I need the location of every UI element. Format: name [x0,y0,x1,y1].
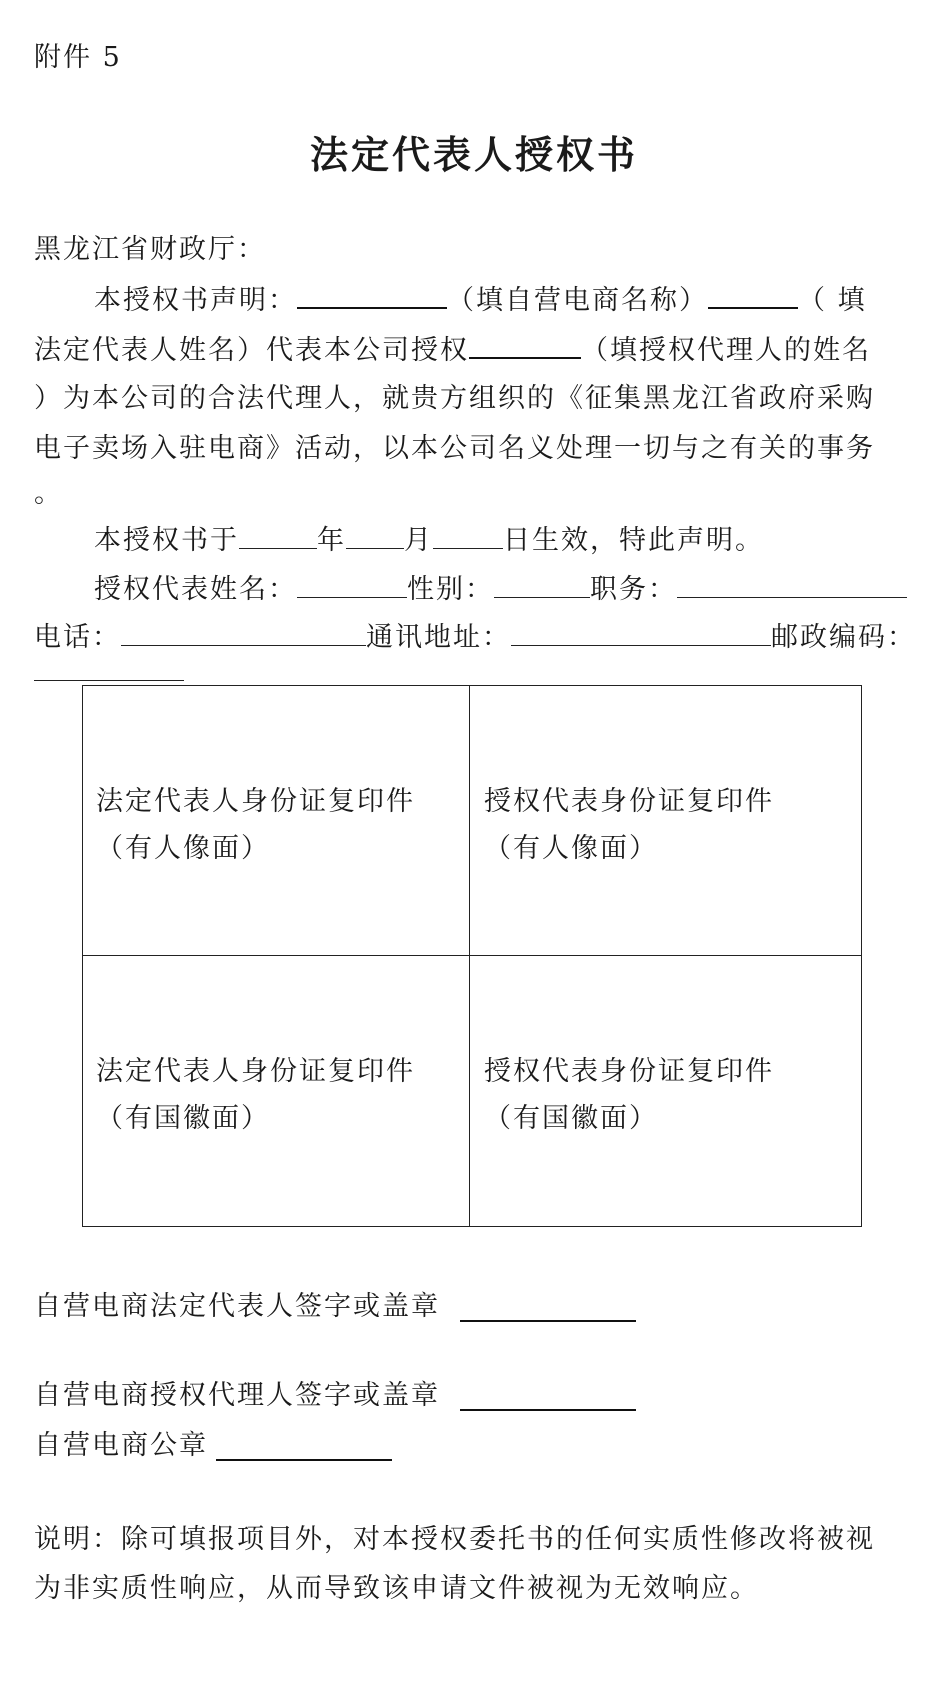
effective-text-a: 本授权书于 [94,525,239,556]
declaration-line-5: 。 [34,478,63,509]
cell-legal-rep-back-note: （有国徽面） [96,1103,270,1134]
month-label: 月 [404,525,433,556]
addressee: 黑龙江省财政厅： [34,234,266,265]
year-blank[interactable] [239,526,317,549]
rep-name-label: 授权代表姓名： [94,574,297,605]
cell-agent-front-title: 授权代表身份证复印件 [484,786,774,817]
declaration-line-4: 电子卖场入驻电商》活动，以本公司名义处理一切与之有关的事务 [34,433,875,464]
address-blank[interactable] [511,623,771,646]
cell-legal-rep-front-title: 法定代表人身份证复印件 [96,786,415,817]
note-line-2: 为非实质性响应，从而导致该申请文件被视为无效响应。 [34,1573,759,1604]
attachment-label: 附件 5 [34,42,122,73]
agent-signature-blank[interactable] [460,1409,636,1411]
postcode-label: 邮政编码： [771,622,916,653]
rep-name-blank[interactable] [297,575,407,598]
phone-label: 电话： [34,622,121,653]
legal-rep-signature-blank[interactable] [460,1320,636,1322]
agent-signature-label: 自营电商授权代理人签字或盖章 [34,1380,440,1411]
agent-name-hint: （填授权代理人的姓名 [581,335,871,366]
month-blank[interactable] [346,526,404,549]
cell-agent-back-note: （有国徽面） [484,1103,658,1134]
cell-agent-back-title: 授权代表身份证复印件 [484,1056,774,1087]
rep-info-line-1 [34,575,914,603]
cell-legal-rep-back-title: 法定代表人身份证复印件 [96,1056,415,1087]
agent-name-blank[interactable] [469,335,581,359]
page-title: 法定代表人授权书 [309,133,638,177]
legal-rep-name-hint-a: （ 填 [798,285,867,316]
declaration-line-3: ）为本公司的合法代理人，就贵方组织的《征集黑龙江省政府采购 [34,383,875,414]
rep-info-line-2 [34,623,914,651]
gender-blank[interactable] [494,575,590,598]
cell-legal-rep-front-note: （有人像面） [96,833,270,864]
effective-date-line [34,526,914,554]
legal-rep-name-blank[interactable] [708,285,798,309]
cell-agent-front-note: （有人像面） [484,833,658,864]
legal-rep-signature-label: 自营电商法定代表人签字或盖章 [34,1291,440,1322]
phone-blank[interactable] [121,623,366,646]
day-blank[interactable] [433,526,503,549]
declaration-line-2 [34,335,914,364]
id-copy-table [82,685,862,1227]
gender-label: 性别： [407,574,494,605]
address-label: 通讯地址： [366,622,511,653]
table-divider-vertical [469,685,470,1227]
effective-text-d: 日生效，特此声明。 [503,525,764,556]
company-name-hint: （填自营电商名称） [447,285,708,316]
position-label: 职务： [590,574,677,605]
declaration-line-1 [34,285,914,314]
table-divider-horizontal [82,955,862,956]
declaration-text: 本授权书声明： [94,285,297,316]
year-label: 年 [317,525,346,556]
company-seal-label: 自营电商公章 [34,1430,208,1461]
company-seal-blank[interactable] [216,1459,392,1461]
legal-rep-name-hint-b: 法定代表人姓名）代表本公司授权 [34,335,469,366]
postcode-blank[interactable] [34,680,184,681]
note-line-1: 说明：除可填报项目外，对本授权委托书的任何实质性修改将被视 [34,1524,875,1555]
position-blank[interactable] [677,575,907,598]
company-name-blank[interactable] [297,285,447,309]
